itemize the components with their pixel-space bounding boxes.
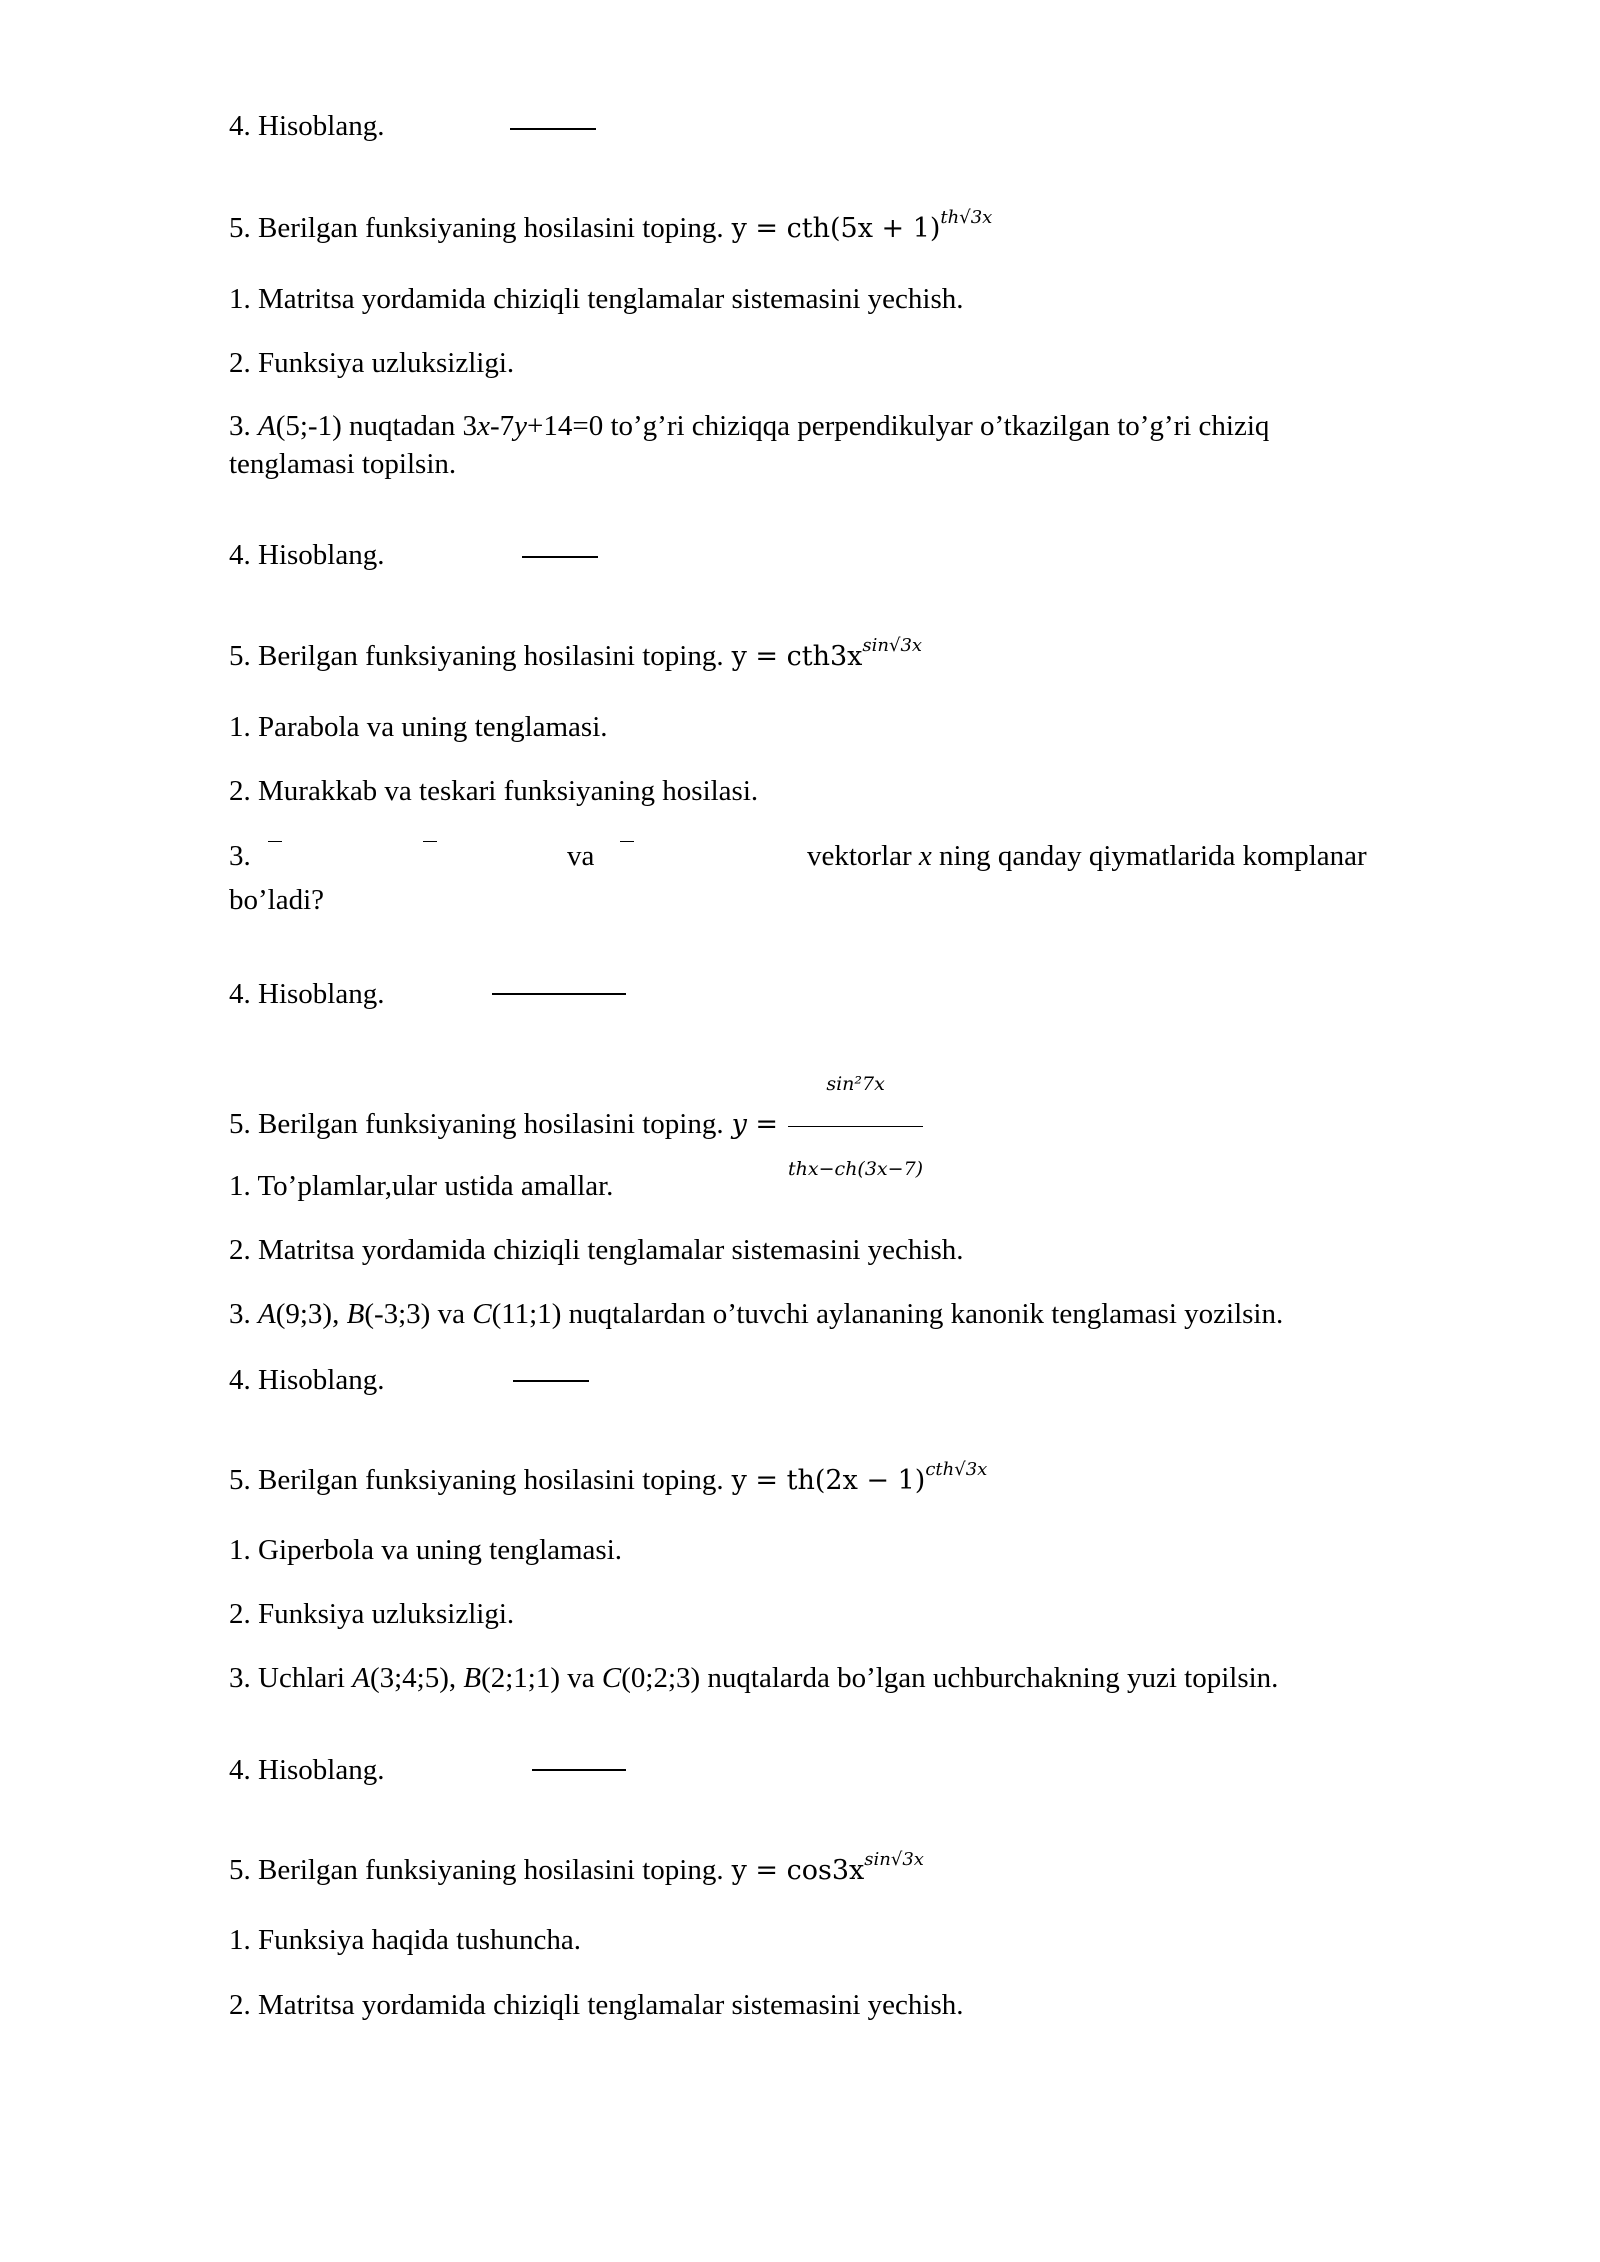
formula: $y = cth3x^{sin√3x}$: [731, 635, 923, 672]
task-1: 1. Funksiya haqida tushuncha.: [229, 1924, 581, 1956]
fraction-bar: [513, 1380, 589, 1382]
task-1: 1. Parabola va uning tenglamasi.: [229, 711, 608, 743]
vector-bar: [620, 841, 634, 842]
task-text: 5. Berilgan funksiyaning hosilasini toping.: [229, 212, 724, 244]
task-3-rest: vektorlar x ning qanday qiymatlarida komplanar: [807, 840, 1367, 872]
task-3-va: va: [567, 840, 595, 872]
task-4-calculate: 4. Hisoblang.: [229, 978, 385, 1010]
task-5-derivative: 5. Berilgan funksiyaning hosilasini toping. $y = th(2x - 1)^{cth√3x}$: [229, 1462, 987, 1502]
formula-lhs: y =: [731, 1109, 779, 1141]
task-3: 3. A(9;3), B(-3;3) va C(11;1) nuqtalardan o’tuvchi aylananing kanonik tenglamasi yozilsin.: [229, 1298, 1284, 1330]
fraction-bar: [532, 1769, 626, 1771]
task-2: 2. Murakkab va teskari funksiyaning hosilasi.: [229, 775, 759, 807]
fraction-bar: [510, 128, 596, 130]
formula-fraction: $\frac{\text{sin²7x}}{\text{thx−ch(3x−7)}}$: [788, 1044, 923, 1209]
fraction-bar: [522, 556, 598, 558]
task-3: 3. Uchlari A(3;4;5), B(2;1;1) va C(0;2;3) nuqtalarda bo’lgan uchburchakning yuzi topilsin.: [229, 1662, 1279, 1694]
task-3-vector-label: 3.: [229, 840, 251, 872]
task-3-continued: bo’ladi?: [229, 884, 325, 916]
task-text: 4. Hisoblang.: [229, 110, 385, 142]
task-2: 2. Matritsa yordamida chiziqli tenglamalar sistemasini yechish.: [229, 1989, 964, 2021]
task-3-continued: tenglamasi topilsin.: [229, 448, 457, 480]
task-2: 2. Funksiya uzluksizligi.: [229, 1598, 515, 1630]
task-5-derivative: 5. Berilgan funksiyaning hosilasini toping. $y = \cos 3x^{sin√3x}$: [229, 1852, 924, 1892]
formula: $y = cth(5x + 1)^{th√3x}$: [731, 207, 993, 244]
task-4-calculate: 4. Hisoblang.: [229, 1754, 385, 1786]
task-4-calculate: 4. Hisoblang.: [229, 539, 385, 571]
task-3: 3. A(5;-1) nuqtadan 3x-7y+14=0 to’g’ri chiziqqa perpendikulyar o’tkazilgan to’g’ri chiziq: [229, 410, 1270, 442]
task-5-derivative: 5. Berilgan funksiyaning hosilasini toping. $y = cth3x^{sin√3x}$: [229, 638, 922, 678]
formula: $y = \cos 3x^{sin√3x}$: [731, 1849, 924, 1886]
task-4-calculate: 4. Hisoblang.: [229, 1364, 385, 1396]
task-5-derivative: [229, 207, 993, 250]
task-1: 1. To’plamlar,ular ustida amallar.: [229, 1170, 614, 1202]
task-4-calculate: [229, 108, 384, 144]
vector-bar: [268, 841, 282, 842]
formula: $y = th(2x - 1)^{cth√3x}$: [731, 1459, 988, 1496]
task-2: 2. Matritsa yordamida chiziqli tenglamalar sistemasini yechish.: [229, 1234, 964, 1266]
task-5-derivative: 5. Berilgan funksiyaning hosilasini toping. y = $\frac{\text{sin²7x}}{\text{thx−ch(3x−7)}}$: [229, 1044, 923, 1209]
task-1: 1. Matritsa yordamida chiziqli tenglamalar sistemasini yechish.: [229, 283, 964, 315]
fraction-bar: [492, 993, 626, 995]
task-2: 2. Funksiya uzluksizligi.: [229, 347, 515, 379]
vector-bar: [423, 841, 437, 842]
task-1: 1. Giperbola va uning tenglamasi.: [229, 1534, 623, 1566]
